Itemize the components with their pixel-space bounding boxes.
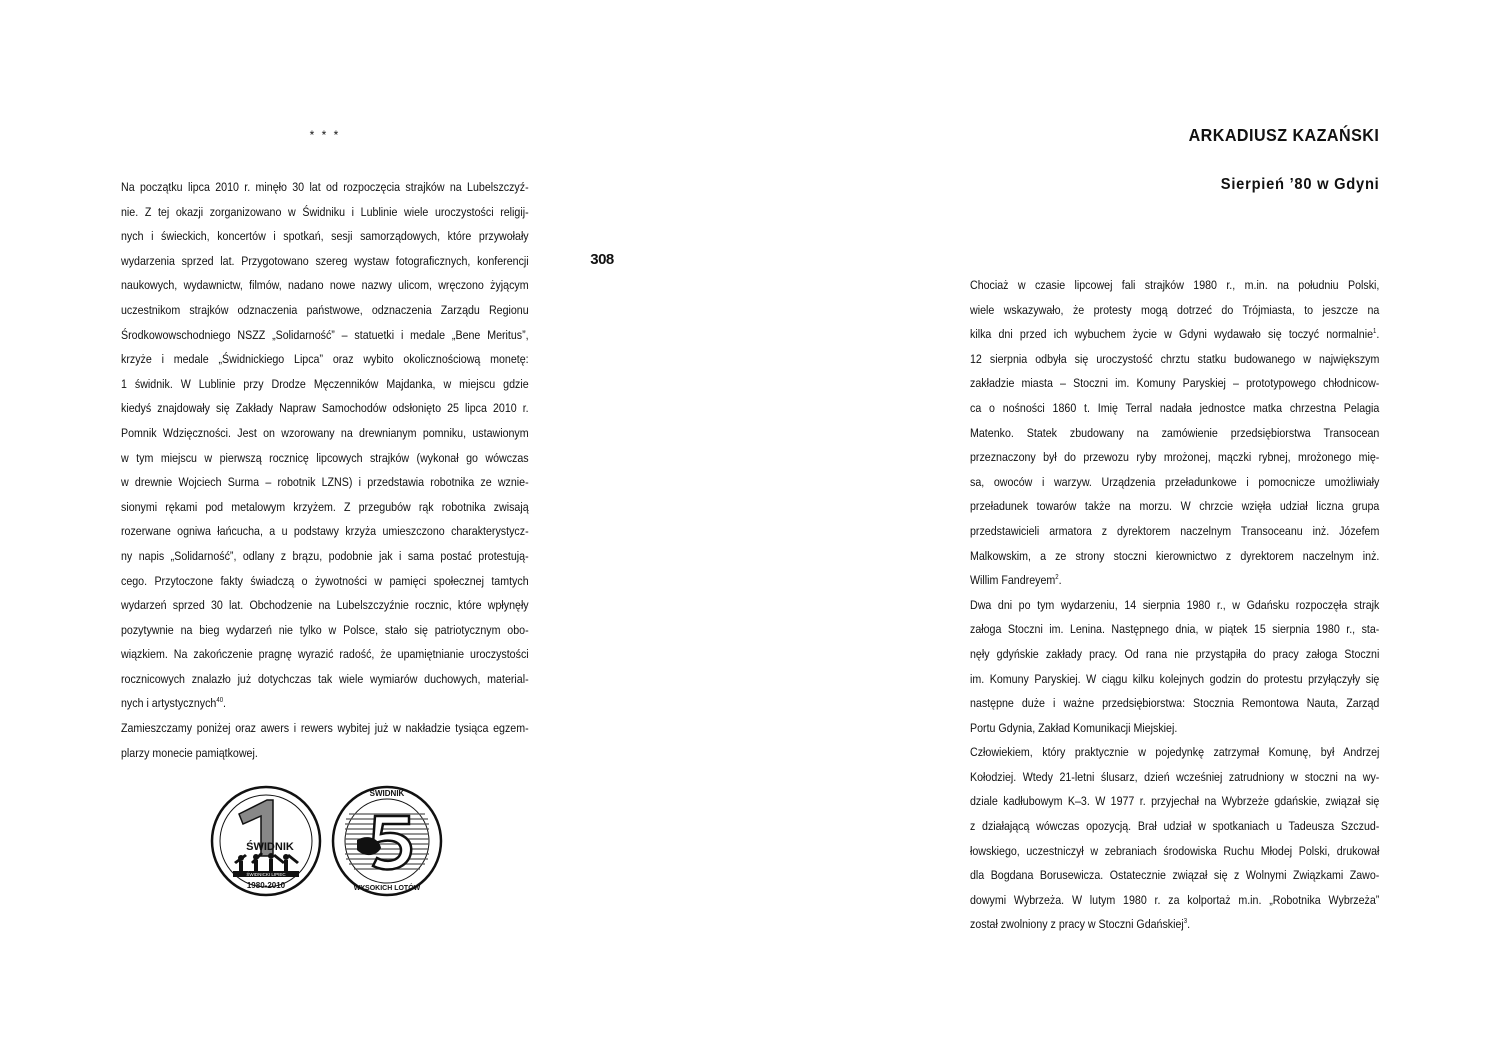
text-line: w drewnie Wojciech Surma – robotnik LZNS) i przedstawia robotnika ze wznie- [121,475,529,490]
text-line: plarzy monecie pamiątkowej. [121,745,258,760]
obverse-name: ŚWIDNIK [246,841,294,853]
text-line: kiedyś znajdowały się Zakłady Napraw Samochodów odsłonięto 25 lipca 2010 r. [121,401,529,416]
text-line: wydarzeń sprzed 30 lat. Obchodzenie na Lubelszczyźnie rocznic, które wpłynęły [121,598,529,613]
text-line: wydarzenia sprzed lat. Przygotowano szereg wystaw fotograficznych, konferencji [121,253,529,268]
coins-graphic [209,784,445,900]
text-line: dowymi Wybrzeża. W lutym 1980 r. za kolportaż m.in. „Robotnika Wybrzeża” [970,892,1380,907]
coin-reverse [333,787,441,895]
text-line-content: kilka dni przed ich wybuchem życie w Gdyni wydawało się toczyć normalnie [970,327,1374,342]
text-line: przeznaczony był do przewozu ryby mrożonej, mączki rybnej, mrożonego mię- [970,450,1380,465]
text-line: nęły gdyńskie zakłady pracy. Od rana nie przystąpiła do pracy załoga Stoczni [970,646,1380,661]
text-line: został zwolniony z pracy w Stoczni Gdańskiej$^3$. [970,917,1191,932]
text-line: sionymi rękami pod metalowym krzyżem. Z przegubów rąk robotnika zwisają [121,499,529,514]
text-line: nych i świeckich, koncertów i spotkań, sesji samorządowych, które przywołały [121,229,529,244]
text-line: Środkowowschodniego NSZZ „Solidarność” – statuetki i medale „Bene Meritus”, [121,327,529,342]
text-line: zakładzie miasta – Stoczni im. Komuny Paryskiej – prototypowego chłodnicow- [970,376,1380,391]
text-line: Dwa dni po tym wydarzeniu, 14 sierpnia 1980 r., w Gdańsku rozpoczęła strajk [970,597,1380,612]
text-line: ny napis „Solidarność”, odlany z brązu, podobnie jak i sama postać protestują- [121,548,529,563]
text-line: Willim Fandreyem$^2$. [970,573,1062,588]
text-line: Pomnik Wdzięczności. Jest on wzorowany na drewnianym pomniku, ustawionym [121,425,529,440]
text-line: z działającą wówczas opozycją. Brał udział w spotkaniach u Tadeusza Szczud- [970,819,1380,834]
text-line: kilka dni przed ich wybuchem życie w Gdyni wydawało się toczyć normalnie$^1$. [970,327,1380,342]
text-line: Portu Gdynia, Zakład Komunikacji Miejskiej. [970,720,1178,735]
text-line: Kołodziej. Wtedy 21-letni ślusarz, dzień wcześniej zatrudniony w stoczni na wy- [970,769,1380,784]
text-line: następne duże i ważne przedsiębiorstwa: Stocznia Remontowa Nauta, Zarząd [970,696,1380,711]
text-line: Chociaż w czasie lipcowej fali strajków 1980 r., m.in. na południu Polski, [970,278,1380,292]
text-line: Zamieszczamy poniżej oraz awers i rewers wybitej już w nakładzie tysiąca egzem- [121,721,529,736]
text-line: nie. Z tej okazji zorganizowano w Świdniku i Lublinie wiele uroczystości religij- [121,204,529,219]
page-number: 308 [590,251,614,268]
text-line: 1 świdnik. W Lublinie przy Drodze Męczenników Majdanka, w miejscu gdzie [121,376,529,391]
text-line: uczestnikom strajków odznaczenia państwowe, odznaczenia Zarządu Regionu [121,302,529,317]
text-line: wiele wskazywało, że protesty mogą dotrzeć do Trójmiasta, to jeszcze na [970,302,1380,317]
text-line: nych i artystycznych$^{40}$. [121,696,227,711]
text-line-content: został zwolniony z pracy w Stoczni Gdańskiej [970,917,1184,932]
text-line: naukowych, wydawnictw, filmów, nadano nowe nazwy ulicom, wręczono żyjącym [121,278,529,293]
text-line: Malkowskim, a ze strony stoczni kierownictwo z dyrektorem naczelnym inż. [970,548,1380,563]
text-line: im. Komuny Paryskiej. W ciągu kilku kolejnych godzin do protestu przyłączyły się [970,671,1380,686]
text-line: dla Bogdana Borusewicza. Ostatecznie związał się z Wolnymi Związkami Zawo- [970,868,1380,883]
text-line: ca o nośności 1860 t. Imię Terral nadała jednostce matka chrzestna Pelagia [970,400,1380,415]
text-line: wiązkiem. Na zakończenie pragnę wyrazić radość, że upamiętnianie uroczystości [121,647,529,662]
text-line: przedstawicieli armatora z dyrektorem naczelnym Transoceanu inż. Józefem [970,523,1380,538]
text-line: rocznicowych znalazło już dotychczas tak wiele wymiarów duchowych, material- [121,671,529,686]
article-author: ARKADIUSZ KAZAŃSKI [1188,125,1379,145]
text-line-content: nych i artystycznych [121,696,217,711]
text-line: dziale kadłubowym K–3. W 1977 r. przyjechał na Wybrzeże gdańskie, związał się [970,794,1380,809]
text-line: cego. Przytoczone fakty świadczą o żywotności w pamięci społecznej tamtych [121,573,529,588]
text-line: krzyże i medale „Świdnickiego Lipca” oraz wybito okolicznościową monetę: [121,352,529,367]
text-line: łowskiego, uczestniczył w zebraniach środowiska Ruchu Młodej Polski, drukował [970,843,1380,858]
obverse-years: 1980-2010 [246,881,286,890]
footnote-reference: 3 [1183,918,1188,926]
right-page-body-text [970,273,1379,937]
text-line: rozerwane ogniwa łańcucha, a u podstawy krzyża umieszczono charakterystycz- [121,524,529,539]
text-line: przeładunek towarów także na morzu. W chrzcie wzięła udział liczna grupa [970,499,1380,514]
reverse-top-text: ŚWIDNIK [369,789,405,798]
text-line: Człowiekiem, który praktycznie w pojedynkę zatrzymał Komunę, był Andrzej [970,745,1380,760]
text-line: w tym miejscu w pierwszą rocznicę lipcowych strajków (wykonał go wówczas [121,450,529,465]
text-line: 12 sierpnia odbyła się uroczystość chrztu statku budowanego w największym [970,351,1380,366]
text-line-content: Willim Fandreyem [970,573,1056,588]
left-page-body-text [121,175,529,765]
footnote-reference: 2 [1055,574,1059,582]
article-title: Sierpień ’80 w Gdyni [1220,176,1379,193]
section-separator: * * * [309,128,341,142]
text-line: pozytywnie na bieg wydarzeń nie tylko w Polsce, stało się patriotycznym obo- [121,622,529,637]
footnote-reference: 40 [216,697,224,705]
text-line: Na początku lipca 2010 r. minęło 30 lat od rozpoczęcia strajków na Lubelszczyź- [121,180,529,194]
text-line: sa, owoców i warzyw. Urządzenia przeładunkowe i pomocnicze umożliwiały [970,474,1380,489]
text-line: Matenko. Statek zbudowany na zamówienie przedsiębiorstwa Transocean [970,425,1380,440]
footnote-reference: 1 [1373,328,1377,336]
coin-obverse [212,787,320,895]
text-line: załoga Stoczni im. Lenina. Następnego dnia, w piątek 15 sierpnia 1980 r., sta- [970,622,1380,637]
commemorative-coin-images [209,784,445,900]
obverse-banner: ŚWIDNICKI LIPIEC [246,872,286,877]
reverse-bottom-text: WYSOKICH LOTÓW [353,885,421,892]
